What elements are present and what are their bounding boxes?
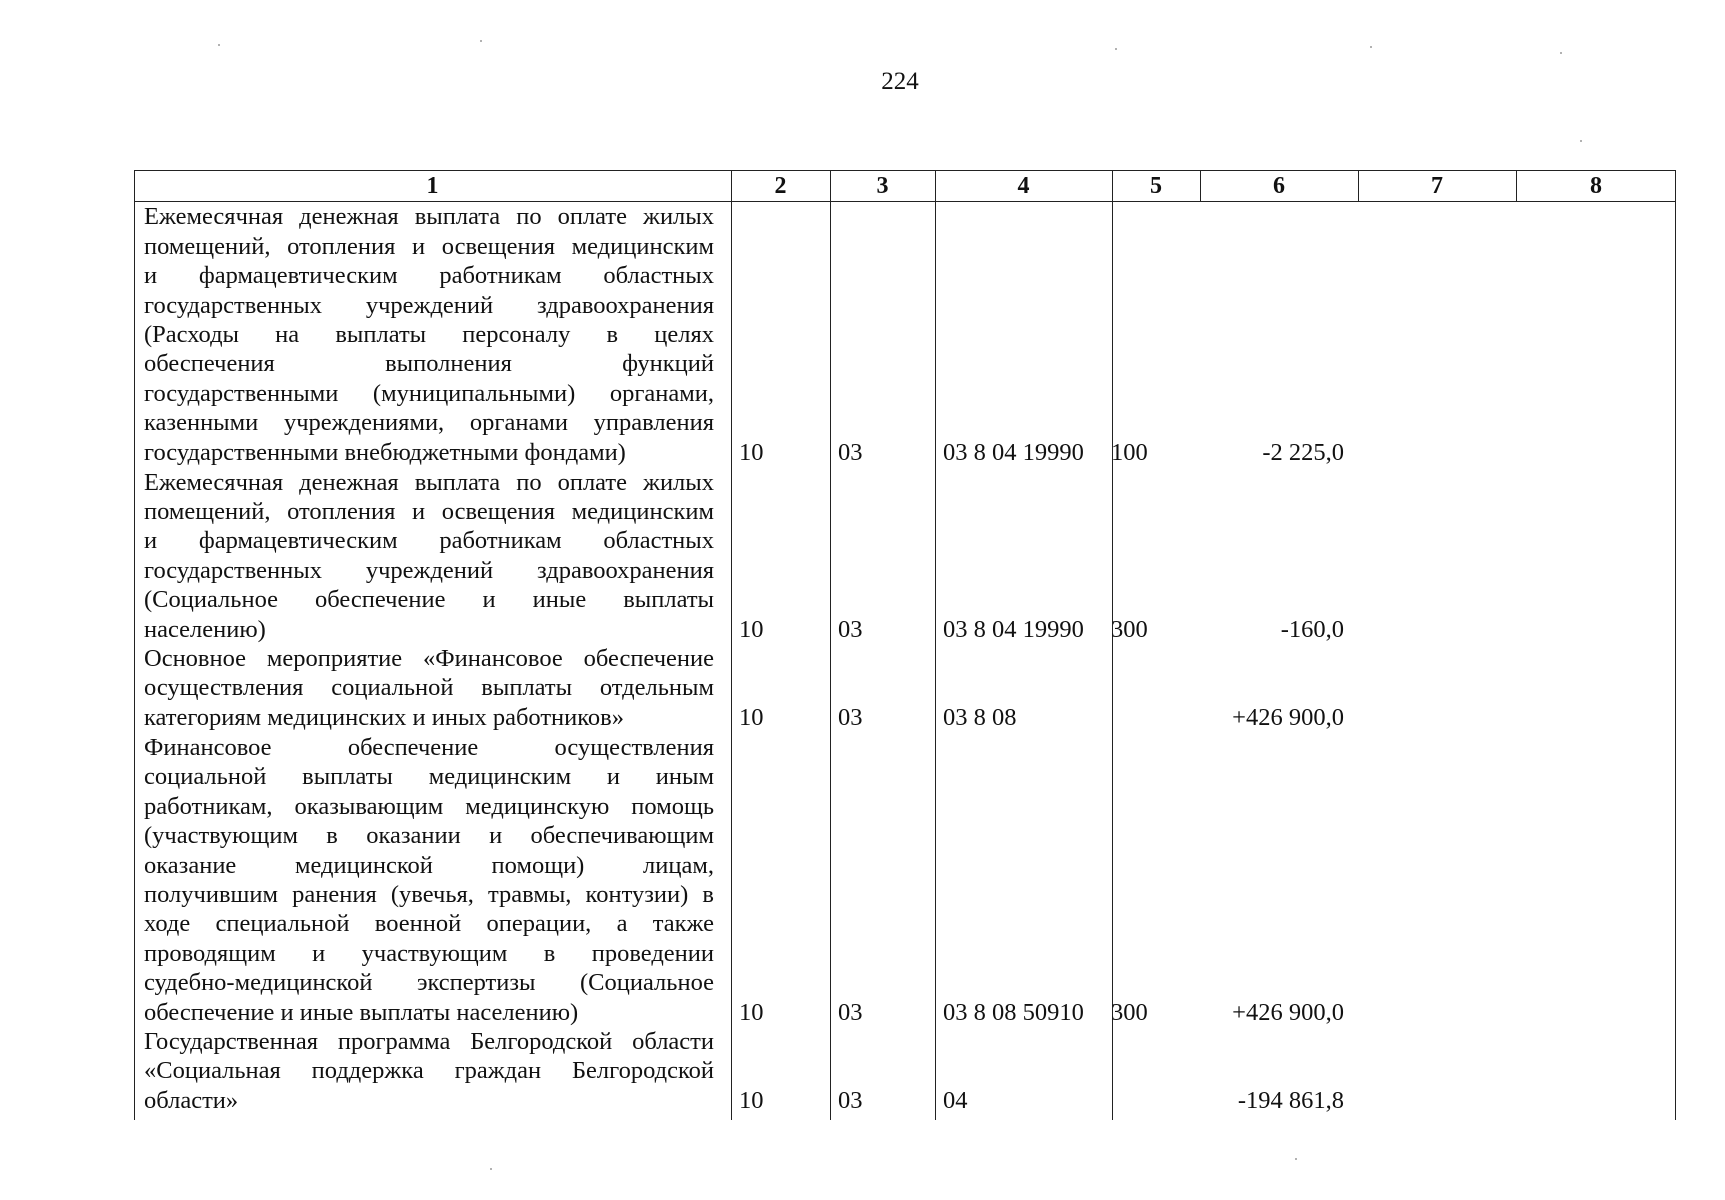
row-description	[144, 644, 714, 732]
target-article-code: 03 8 04 19990	[943, 438, 1084, 466]
description-line: проводящим и участвующим в проведении	[144, 939, 714, 967]
subsection-code: 03	[838, 1086, 863, 1114]
subsection-code: 03	[838, 998, 863, 1026]
scan-speck	[480, 40, 482, 42]
description-line: и фармацевтическим работникам областных	[144, 262, 714, 290]
subsection-code: 03	[838, 615, 863, 643]
description-line: населению)	[144, 615, 266, 643]
target-article-code: 04	[943, 1086, 968, 1114]
amount: +426 900,0	[1232, 998, 1344, 1026]
description-line: (участвующим в оказании и обеспечивающим	[144, 822, 714, 850]
target-article-code: 03 8 04 19990	[943, 615, 1084, 643]
description-line: ходе специальной военной операции, а также	[144, 910, 714, 938]
expense-type-code: 300	[1111, 998, 1148, 1026]
table-row	[134, 202, 1676, 467]
description-line: государственных учреждений здравоохранения	[144, 291, 714, 319]
description-line: социальной выплаты медицинским и иным	[144, 763, 714, 791]
description-line: обеспечение и иные выплаты населению)	[144, 998, 579, 1026]
description-line: оказание медицинской помощи) лицам,	[144, 851, 714, 879]
table-row	[134, 732, 1676, 1027]
description-line: Ежемесячная денежная выплата по оплате жилых	[144, 203, 714, 231]
description-line: Финансовое обеспечение осуществления	[144, 733, 714, 761]
page-number: 224	[881, 68, 919, 95]
amount: +426 900,0	[1232, 703, 1344, 731]
expense-type-code: 100	[1111, 438, 1148, 466]
subsection-code: 03	[838, 438, 863, 466]
description-line: получившим ранения (увечья, травмы, контузии) в	[144, 880, 714, 908]
section-code: 10	[739, 998, 764, 1026]
column-header-7: 7	[1431, 173, 1443, 199]
column-header-2: 2	[774, 173, 787, 199]
scan-speck	[1115, 48, 1117, 50]
scan-speck	[1580, 140, 1582, 142]
column-header-1: 1	[426, 173, 439, 199]
description-line: «Социальная поддержка граждан Белгородской	[144, 1057, 714, 1085]
section-code: 10	[739, 1086, 764, 1114]
description-line: помещений, отопления и освещения медицинским	[144, 497, 714, 525]
row-description	[144, 468, 714, 644]
target-article-code: 03 8 08 50910	[943, 998, 1084, 1026]
description-line: (Социальное обеспечение и иные выплаты	[144, 586, 714, 614]
scan-speck	[218, 44, 220, 46]
description-line: Основное мероприятие «Финансовое обеспечение	[144, 644, 714, 672]
subsection-code: 03	[838, 703, 863, 731]
column-header-8: 8	[1590, 173, 1602, 199]
description-line: судебно-медицинской экспертизы (Социальное	[144, 969, 714, 997]
scan-speck	[1560, 52, 1562, 54]
amount: -194 861,8	[1237, 1086, 1344, 1114]
row-description	[144, 733, 714, 1027]
description-line: казенными учреждениями, органами управления	[144, 409, 714, 437]
scan-speck	[490, 1168, 492, 1170]
table-row	[134, 467, 1676, 644]
row-description	[144, 202, 714, 467]
expense-type-code: 300	[1111, 615, 1148, 643]
section-code: 10	[739, 615, 764, 643]
amount: -2 225,0	[1262, 438, 1344, 466]
description-line: помещений, отопления и освещения медицинским	[144, 232, 714, 260]
section-code: 10	[739, 703, 764, 731]
description-line: Государственная программа Белгородской области	[144, 1027, 714, 1055]
scan-speck	[1295, 1158, 1297, 1160]
section-code: 10	[739, 438, 764, 466]
table-row	[134, 1027, 1676, 1115]
description-line: работникам, оказывающим медицинскую помощь	[144, 792, 714, 820]
description-line: (Расходы на выплаты персоналу в целях	[144, 320, 714, 348]
description-line: осуществления социальной выплаты отдельным	[144, 674, 714, 702]
description-line: государственных учреждений здравоохранения	[144, 556, 714, 584]
row-description	[144, 1027, 714, 1115]
column-header-6: 6	[1273, 173, 1285, 199]
table-row	[134, 644, 1676, 732]
column-header-5: 5	[1150, 173, 1162, 199]
description-line: Ежемесячная денежная выплата по оплате жилых	[144, 468, 714, 496]
description-line: обеспечения выполнения функций	[144, 350, 714, 378]
scan-speck	[1370, 46, 1372, 48]
description-line: государственными внебюджетными фондами)	[144, 438, 626, 466]
amount: -160,0	[1280, 615, 1344, 643]
target-article-code: 03 8 08	[943, 703, 1017, 731]
description-line: государственными (муниципальными) органами,	[144, 379, 714, 407]
column-header-3: 3	[876, 173, 889, 199]
description-line: и фармацевтическим работникам областных	[144, 527, 714, 555]
description-line: категориям медицинских и иных работников»	[144, 703, 624, 731]
description-line: области»	[144, 1086, 239, 1114]
column-header-4: 4	[1017, 173, 1030, 199]
